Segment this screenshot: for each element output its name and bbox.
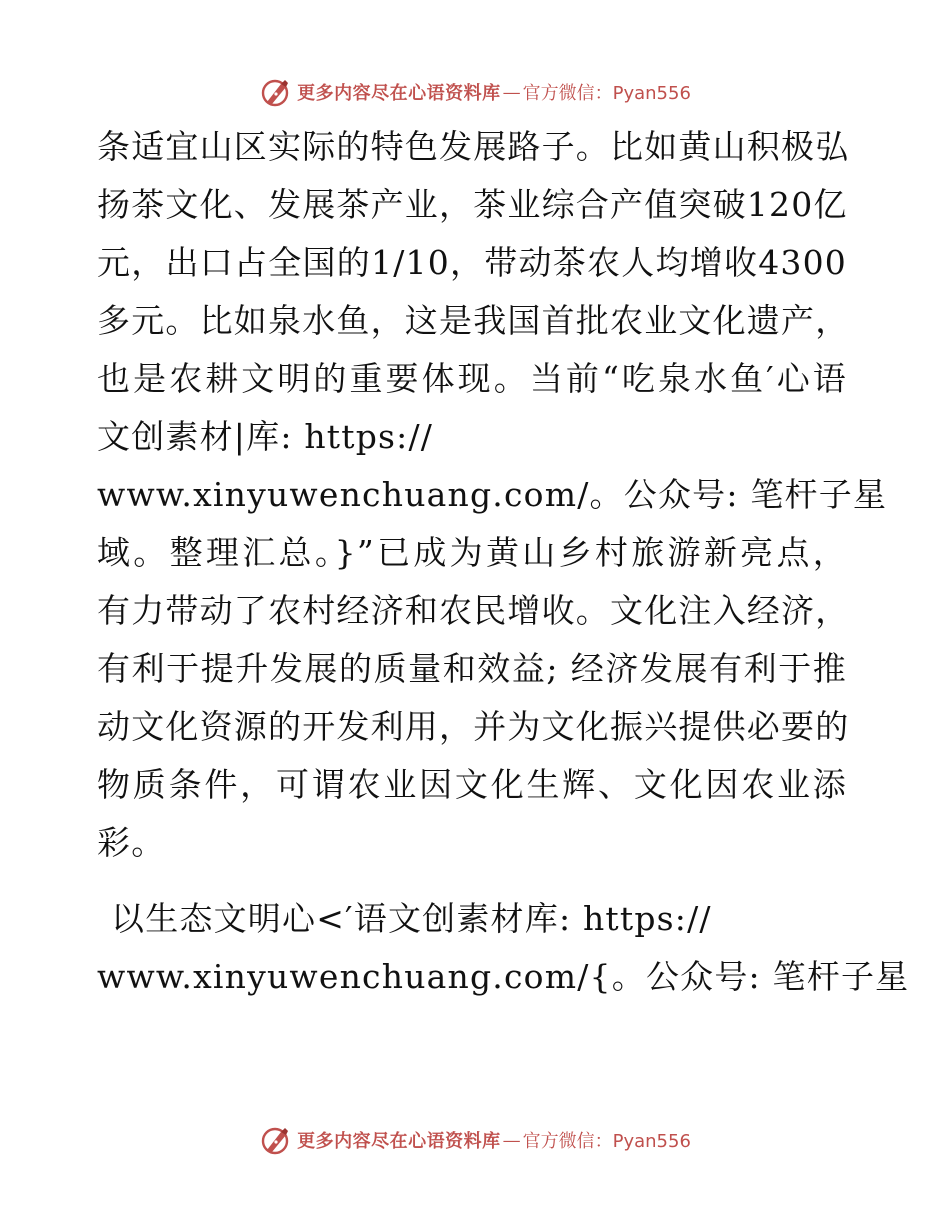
- body-line-10: 有利于提升发展的质量和效益; 经济发展有利于推: [97, 649, 847, 688]
- body-line-4: 多元。比如泉水鱼，这是我国首批农业文化遗产，: [97, 301, 850, 340]
- header-banner: [0, 72, 950, 112]
- body-line-12: 物质条件，可谓农业因文化生辉、文化因农业添: [97, 765, 847, 804]
- body-line-7: www.xinyuwenchuang.com/。公众号: 笔杆子星: [97, 475, 888, 514]
- body-line-1: 条适宜山区实际的特色发展路子。比如黄山积极弘: [97, 127, 850, 166]
- body-para2-line-1: 以生态文明心<′语文创素材库: https://: [111, 899, 712, 938]
- header-brand-text: 更多内容尽在心语资料库: [297, 83, 501, 104]
- body-line-11: 动文化资源的开发利用，并为文化振兴提供必要的: [97, 707, 850, 746]
- body-line-6: 文创素材|库: https://: [97, 417, 434, 456]
- header-contact-text: 官方微信：Pyan556: [522, 83, 691, 104]
- footer-contact-text: 官方微信：Pyan556: [522, 1131, 691, 1152]
- body-line-2: 扬茶文化、发展茶产业，茶业综合产值突破120亿: [97, 185, 848, 224]
- footer-banner: [0, 1120, 950, 1160]
- paragraph-gap: [97, 872, 853, 890]
- pen-nib-logo-icon: [259, 1124, 291, 1156]
- body-line-8: 域。整理汇总。}”已成为黄山乡村旅游新亮点，: [97, 533, 847, 572]
- body-line-5: 也是农耕文明的重要体现。当前“吃泉水鱼′心语: [97, 359, 847, 398]
- document-body: [97, 118, 910, 1006]
- body-para2-line-2: www.xinyuwenchuang.com/{。公众号: 笔杆子星: [97, 957, 910, 996]
- body-line-3: 元，出口占全国的1/10，带动茶农人均增收4300: [97, 243, 847, 282]
- pen-nib-logo-icon: [259, 76, 291, 108]
- body-line-9: 有力带动了农村经济和农民增收。文化注入经济，: [97, 591, 850, 630]
- header-separator: —: [502, 81, 521, 103]
- footer-brand-text: 更多内容尽在心语资料库: [297, 1131, 501, 1152]
- footer-separator: —: [502, 1129, 521, 1151]
- body-line-13: 彩。: [97, 823, 166, 862]
